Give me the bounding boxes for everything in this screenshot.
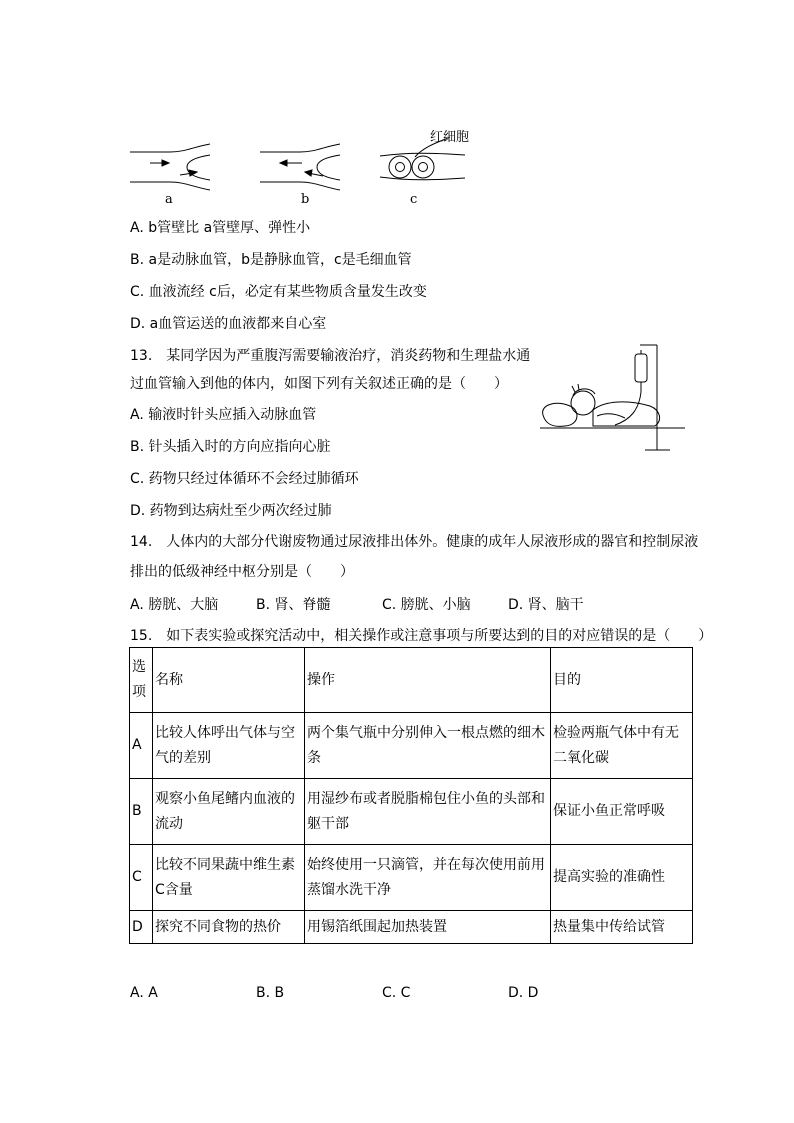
q13-option-d: D. 药物到达病灶至少两次经过肺 — [130, 503, 332, 519]
table-header-cell: 名称 — [153, 648, 305, 713]
table-cell: 两个集气瓶中分别伸入一根点燃的细木条 — [305, 713, 551, 779]
q15-option-c: C. C — [382, 985, 411, 1001]
q13-option-b: B. 针头插入时的方向应指向心脏 — [130, 439, 331, 455]
table-cell: 热量集中传给试管 — [551, 911, 693, 944]
q13-stem-line1: 13. 某同学因为严重腹泻需要输液治疗，消炎药物和生理盐水通 — [130, 348, 531, 364]
q13-stem-line2: 过血管输入到他的体内，如图下列有关叙述正确的是（ ） — [130, 376, 508, 392]
table-row — [130, 845, 693, 911]
q14-option-c: C. 膀胱、小脑 — [382, 597, 471, 613]
table-cell: 观察小鱼尾鳍内血液的流动 — [153, 779, 305, 845]
figure-label-c: c — [410, 192, 418, 207]
figure-label-b: b — [301, 192, 310, 207]
q13-option-c: C. 药物只经过体循环不会经过肺循环 — [130, 471, 359, 487]
q15-option-b: B. B — [256, 985, 285, 1001]
table-cell: 探究不同食物的热价 — [153, 911, 305, 944]
q14-stem-line2: 排出的低级神经中枢分别是（ ） — [130, 564, 354, 580]
table-cell: A — [130, 713, 153, 779]
q14-option-b: B. 肾、脊髓 — [256, 597, 331, 613]
blood-vessel-figure — [125, 125, 470, 210]
table-cell: C — [130, 845, 153, 911]
table-row — [130, 779, 693, 845]
q14-stem-line1: 14. 人体内的大部分代谢废物通过尿液排出体外。健康的成年人尿液形成的器官和控制尿液 — [130, 534, 699, 550]
infusion-patient-figure — [535, 340, 695, 455]
q13-option-a: A. 输液时针头应插入动脉血管 — [130, 407, 317, 423]
q14-option-a: A. 膀胱、大脑 — [130, 597, 219, 613]
table-cell: 用湿纱布或者脱脂棉包住小鱼的头部和躯干部 — [305, 779, 551, 845]
q12-option-c: C. 血液流经 c后，必定有某些物质含量发生改变 — [130, 284, 427, 300]
table-cell: 用锡箔纸围起加热装置 — [305, 911, 551, 944]
q15-table — [129, 647, 693, 944]
table-cell: D — [130, 911, 153, 944]
table-cell: 比较人体呼出气体与空气的差别 — [153, 713, 305, 779]
red-blood-cell-label: 红细胞 — [430, 130, 470, 145]
q12-option-b: B. a是动脉血管，b是静脉血管，c是毛细血管 — [130, 252, 412, 268]
table-header-row — [130, 648, 693, 713]
table-cell: 检验两瓶气体中有无二氧化碳 — [551, 713, 693, 779]
table-header-cell: 操作 — [305, 648, 551, 713]
table-cell: 保证小鱼正常呼吸 — [551, 779, 693, 845]
table-cell: B — [130, 779, 153, 845]
q14-option-d: D. 肾、脑干 — [508, 597, 584, 613]
q15-option-a: A. A — [130, 985, 158, 1001]
table-cell: 比较不同果蔬中维生素C含量 — [153, 845, 305, 911]
q12-option-d: D. a血管运送的血液都来自心室 — [130, 316, 327, 332]
table-row — [130, 713, 693, 779]
table-header-cell: 目的 — [551, 648, 693, 713]
q12-option-a: A. b管壁比 a管壁厚、弹性小 — [130, 220, 311, 236]
table-cell: 始终使用一只滴管，并在每次使用前用蒸馏水洗干净 — [305, 845, 551, 911]
q15-option-d: D. D — [508, 985, 539, 1001]
table-cell: 提高实验的准确性 — [551, 845, 693, 911]
q15-stem: 15. 如下表实验或探究活动中，相关操作或注意事项与所要达到的目的对应错误的是（ ） — [130, 628, 713, 644]
table-header-cell: 选项 — [130, 648, 153, 713]
table-row — [130, 911, 693, 944]
figure-label-a: a — [165, 192, 173, 207]
